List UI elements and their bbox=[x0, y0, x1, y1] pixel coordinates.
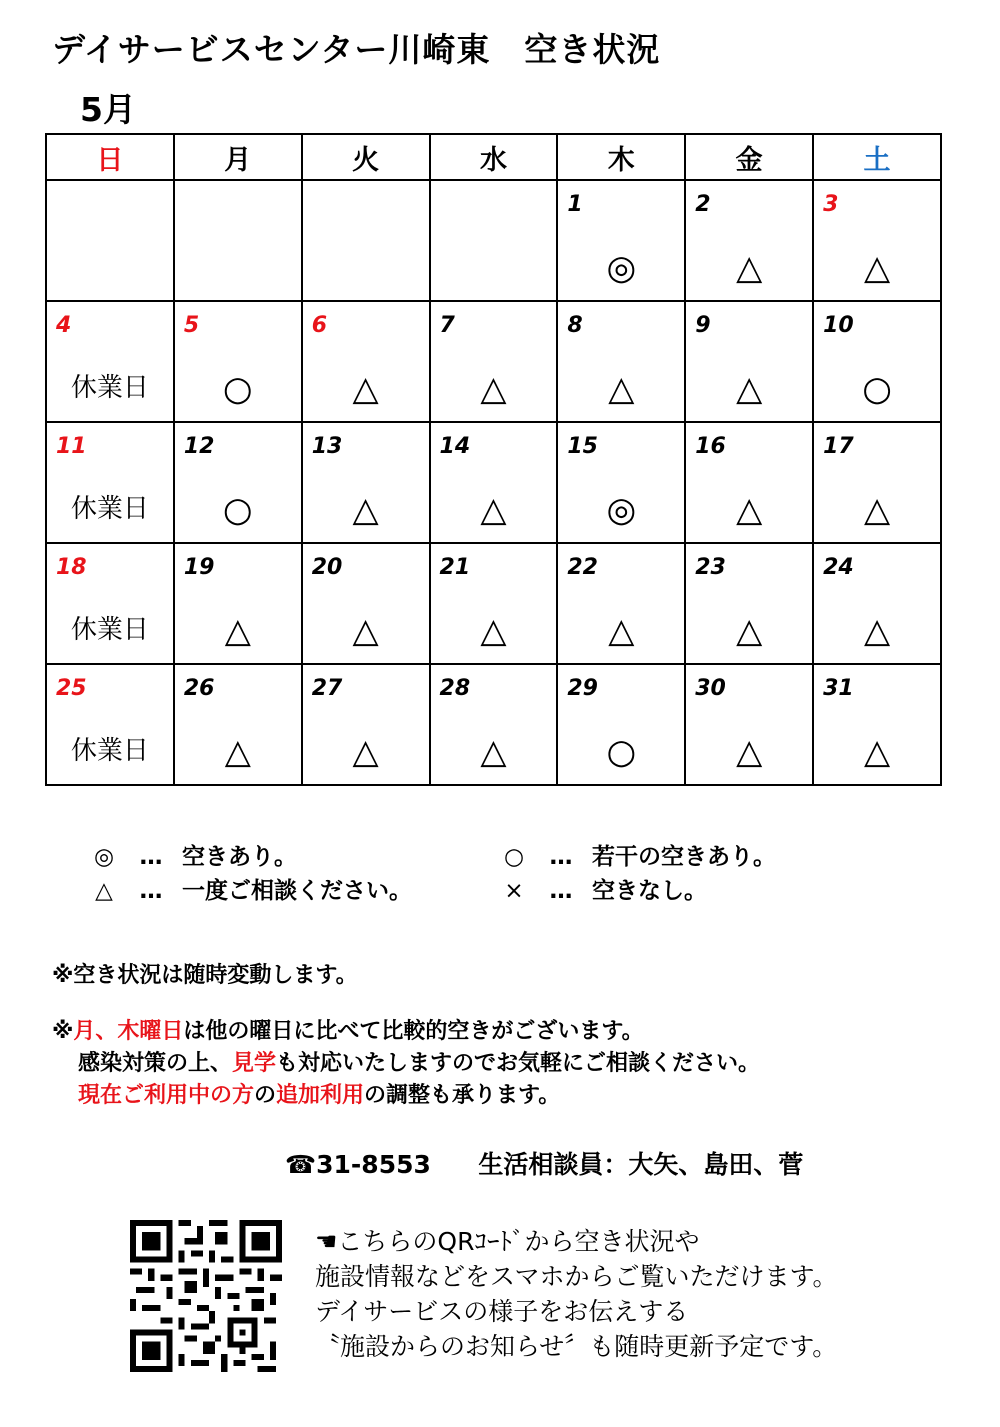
availability-mark: △ bbox=[352, 732, 379, 772]
qr-text-line: ☚こちらのQRｺｰﾄﾞから空き状況や bbox=[315, 1227, 700, 1256]
calendar-day-cell bbox=[685, 180, 813, 301]
availability-mark: △ bbox=[480, 490, 507, 530]
calendar-day-cell bbox=[302, 422, 430, 543]
availability-mark: △ bbox=[736, 732, 763, 772]
calendar-day-cell bbox=[302, 664, 430, 785]
day-number: 15 bbox=[567, 434, 598, 459]
note-text: の調整も承ります。 bbox=[364, 1083, 561, 1108]
day-number: 29 bbox=[567, 676, 598, 701]
day-number: 3 bbox=[823, 192, 839, 217]
legend-text: 若干の空きあり。 bbox=[592, 844, 777, 870]
calendar-day-cell bbox=[174, 301, 302, 422]
calendar-day-cell bbox=[813, 180, 941, 301]
calendar-body bbox=[46, 180, 941, 785]
calendar-day-cell bbox=[813, 422, 941, 543]
note-highlight-tour: 見学 bbox=[232, 1051, 277, 1076]
availability-mark: △ bbox=[736, 369, 763, 409]
calendar-day-cell bbox=[557, 301, 685, 422]
calendar-day-cell bbox=[557, 422, 685, 543]
legend-item-consult bbox=[88, 872, 412, 905]
note-text: も対応いたしますのでお気軽にご相談ください。 bbox=[276, 1051, 761, 1076]
availability-mark: △ bbox=[863, 248, 891, 288]
availability-mark: △ bbox=[863, 611, 891, 651]
double-circle-icon: ◎ bbox=[93, 844, 115, 870]
closed-day-label: 休業日 bbox=[70, 736, 149, 766]
qr-description bbox=[315, 1224, 838, 1364]
calendar-day-cell bbox=[174, 422, 302, 543]
closed-day-label: 休業日 bbox=[70, 615, 149, 645]
cross-icon: × bbox=[504, 878, 524, 904]
weekday-monday: 月 bbox=[174, 134, 302, 180]
day-number: 25 bbox=[56, 676, 87, 701]
calendar-day-cell bbox=[557, 543, 685, 664]
availability-mark: △ bbox=[480, 732, 507, 772]
availability-mark: △ bbox=[863, 732, 891, 772]
day-number: 30 bbox=[695, 676, 726, 701]
day-number: 22 bbox=[567, 555, 598, 580]
legend-text: 空きあり。 bbox=[182, 844, 298, 870]
legend-text: 空きなし。 bbox=[592, 878, 708, 904]
calendar-week-row bbox=[46, 301, 941, 422]
note-text: の bbox=[254, 1083, 277, 1108]
day-number: 28 bbox=[439, 676, 471, 701]
note-text: 感染対策の上、 bbox=[78, 1051, 233, 1076]
day-number: 24 bbox=[823, 555, 854, 580]
day-number: 27 bbox=[311, 676, 343, 701]
calendar-day-cell bbox=[174, 180, 302, 301]
legend-item-available bbox=[88, 838, 297, 871]
triangle-icon: △ bbox=[95, 878, 113, 904]
day-number: 13 bbox=[311, 434, 343, 459]
availability-mark: ○ bbox=[606, 732, 637, 772]
availability-mark: △ bbox=[352, 369, 379, 409]
day-number: 23 bbox=[695, 555, 726, 580]
calendar-day-cell bbox=[302, 180, 430, 301]
month-label: 5月 bbox=[80, 90, 136, 129]
calendar-day-cell bbox=[430, 664, 558, 785]
note-highlight-current-users: 現在ご利用中の方 bbox=[78, 1083, 255, 1108]
calendar-day-cell bbox=[813, 664, 941, 785]
day-number: 16 bbox=[695, 434, 726, 459]
day-number: 6 bbox=[311, 313, 327, 338]
legend-text: 一度ご相談ください。 bbox=[182, 878, 413, 904]
calendar-day-cell bbox=[46, 543, 174, 664]
qr-text-line: デイサービスの様子をお伝えする bbox=[315, 1297, 689, 1326]
day-number: 9 bbox=[695, 313, 711, 338]
weekday-wednesday: 水 bbox=[430, 134, 558, 180]
availability-mark: △ bbox=[736, 611, 763, 651]
legend-dots: … bbox=[139, 844, 163, 870]
availability-mark: △ bbox=[352, 611, 379, 651]
availability-mark: △ bbox=[736, 248, 763, 288]
weekday-sunday: 日 bbox=[46, 134, 174, 180]
availability-mark: ○ bbox=[862, 369, 892, 409]
notice-line-2 bbox=[78, 1048, 760, 1080]
qr-text-line: 施設情報などをスマホからご覧いただけます。 bbox=[315, 1262, 838, 1291]
calendar-day-cell bbox=[557, 664, 685, 785]
calendar-day-cell bbox=[174, 664, 302, 785]
day-number: 26 bbox=[183, 676, 215, 701]
day-number: 8 bbox=[567, 313, 583, 338]
legend-item-full bbox=[498, 872, 707, 905]
day-number: 10 bbox=[823, 313, 854, 338]
availability-mark: △ bbox=[863, 490, 891, 530]
note-highlight-additional-use: 追加利用 bbox=[276, 1083, 365, 1108]
calendar-day-cell bbox=[302, 301, 430, 422]
availability-mark: △ bbox=[224, 732, 251, 772]
calendar-day-cell bbox=[813, 301, 941, 422]
circle-icon: ○ bbox=[503, 844, 525, 870]
day-number: 19 bbox=[183, 555, 215, 580]
day-number: 14 bbox=[439, 434, 471, 459]
day-number: 12 bbox=[183, 434, 215, 459]
availability-mark: △ bbox=[480, 611, 507, 651]
legend-dots: … bbox=[549, 844, 573, 870]
calendar-day-cell bbox=[557, 180, 685, 301]
closed-day-label: 休業日 bbox=[70, 373, 149, 403]
availability-mark: ◎ bbox=[606, 248, 637, 288]
note-highlight-days: 月、木曜日 bbox=[73, 1019, 184, 1044]
availability-mark: ◎ bbox=[606, 490, 637, 530]
availability-mark: △ bbox=[608, 369, 635, 409]
calendar-day-cell bbox=[430, 180, 558, 301]
weekday-tuesday: 火 bbox=[302, 134, 430, 180]
calendar-day-cell bbox=[813, 543, 941, 664]
calendar-day-cell bbox=[430, 301, 558, 422]
availability-mark: ○ bbox=[222, 490, 253, 530]
calendar-day-cell bbox=[46, 422, 174, 543]
closed-day-label: 休業日 bbox=[70, 494, 149, 524]
calendar-day-cell bbox=[46, 664, 174, 785]
contact-info bbox=[285, 1145, 803, 1181]
legend-item-few-available bbox=[498, 838, 776, 871]
weekday-header-row bbox=[46, 134, 941, 180]
qr-code[interactable] bbox=[130, 1220, 282, 1372]
weekday-saturday: 土 bbox=[813, 134, 941, 180]
calendar-week-row bbox=[46, 664, 941, 785]
note-prefix: ※ bbox=[52, 1019, 74, 1044]
legend-dots: … bbox=[549, 878, 573, 904]
calendar-day-cell bbox=[685, 664, 813, 785]
day-number: 1 bbox=[567, 192, 583, 217]
calendar-day-cell bbox=[174, 543, 302, 664]
availability-mark: △ bbox=[480, 369, 507, 409]
calendar-week-row bbox=[46, 543, 941, 664]
day-number: 18 bbox=[56, 555, 87, 580]
calendar-day-cell bbox=[685, 301, 813, 422]
legend-dots: … bbox=[139, 878, 163, 904]
day-number: 20 bbox=[311, 555, 343, 580]
day-number: 2 bbox=[695, 192, 711, 217]
qr-text-line: 〝施設からのお知らせ〞も随時更新予定です。 bbox=[315, 1332, 838, 1361]
notice-line-3 bbox=[78, 1080, 560, 1112]
weekday-thursday: 木 bbox=[557, 134, 685, 180]
calendar-day-cell bbox=[46, 180, 174, 301]
day-number: 4 bbox=[56, 313, 72, 338]
staff-names: 生活相談員：大矢、島田、菅 bbox=[478, 1150, 804, 1179]
availability-mark: △ bbox=[224, 611, 251, 651]
calendar-day-cell bbox=[430, 543, 558, 664]
page-title: デイサービスセンター川崎東 空き状況 bbox=[52, 30, 661, 69]
availability-mark: △ bbox=[608, 611, 635, 651]
day-number: 11 bbox=[56, 434, 87, 459]
day-number: 7 bbox=[439, 313, 455, 338]
phone-number[interactable]: ☎31-8553 bbox=[285, 1150, 431, 1179]
day-number: 5 bbox=[183, 313, 200, 338]
calendar-day-cell bbox=[46, 301, 174, 422]
day-number: 17 bbox=[823, 434, 854, 459]
weekday-friday: 金 bbox=[685, 134, 813, 180]
notice-availability-changes: ※空き状況は随時変動します。 bbox=[52, 963, 358, 988]
calendar-day-cell bbox=[302, 543, 430, 664]
day-number: 21 bbox=[439, 555, 471, 580]
availability-mark: ○ bbox=[222, 369, 253, 409]
availability-mark: △ bbox=[736, 490, 763, 530]
availability-mark: △ bbox=[352, 490, 379, 530]
calendar-week-row bbox=[46, 422, 941, 543]
availability-calendar bbox=[45, 133, 942, 786]
note-text: は他の曜日に比べて比較的空きがございます。 bbox=[183, 1019, 644, 1044]
notice-line-1 bbox=[52, 1016, 644, 1048]
calendar-week-row bbox=[46, 180, 941, 301]
calendar-day-cell bbox=[430, 422, 558, 543]
calendar-day-cell bbox=[685, 543, 813, 664]
day-number: 31 bbox=[823, 676, 854, 701]
calendar-day-cell bbox=[685, 422, 813, 543]
